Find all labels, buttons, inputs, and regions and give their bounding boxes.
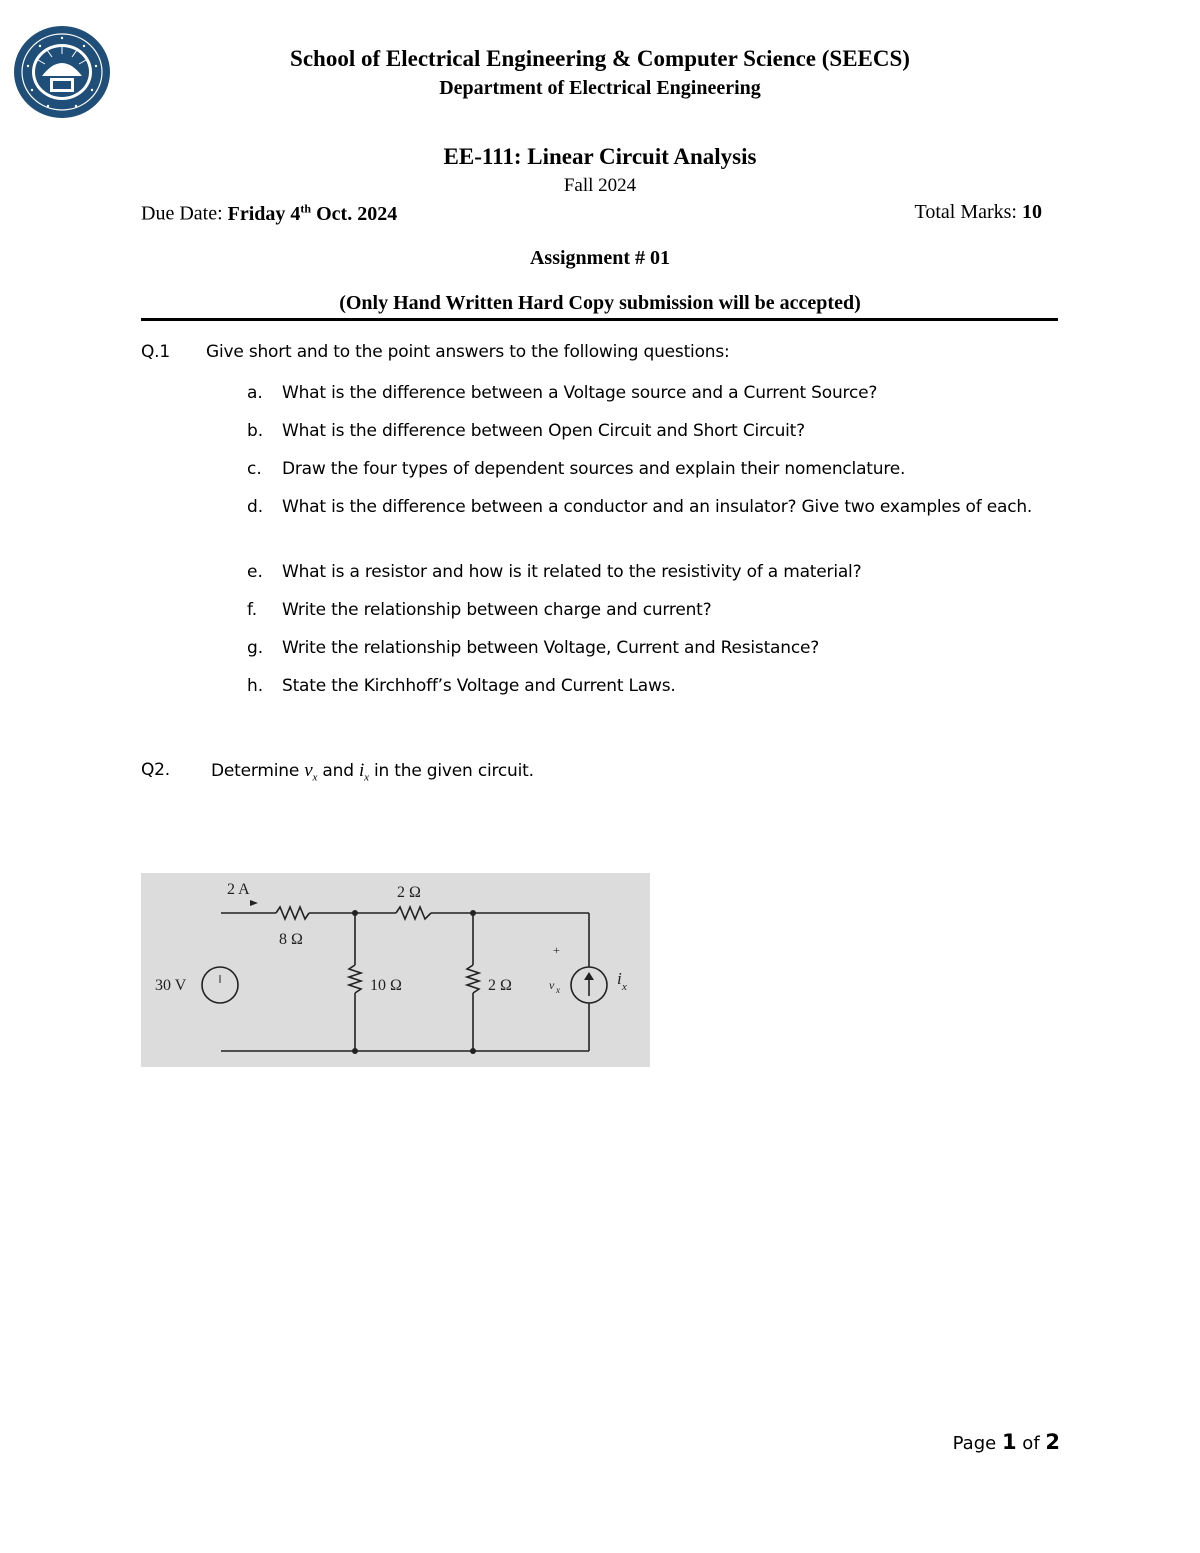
- list-item: State the Kirchhoff’s Voltage and Current Laws.: [282, 676, 676, 696]
- resistor-2-ohm-shunt: [467, 965, 479, 993]
- q2-text-mid: and: [317, 761, 360, 781]
- current-direction-arrow: [250, 900, 258, 906]
- source-label-30v: 30 V: [155, 977, 187, 994]
- question-1-prompt: Give short and to the point answers to the following questions:: [206, 342, 730, 362]
- total-marks: [915, 201, 1042, 224]
- node-dot: [470, 1048, 476, 1054]
- page-number: [953, 1430, 1060, 1454]
- circuit-diagram: [141, 873, 650, 1067]
- circuit-schematic: [141, 873, 650, 1067]
- school-name: School of Electrical Engineering & Computer Science (SEECS): [290, 46, 910, 71]
- plus-sign: +: [553, 943, 560, 957]
- item-letter: f.: [247, 600, 258, 620]
- due-date-suffix: th: [300, 201, 312, 215]
- header-divider: [141, 318, 1058, 321]
- list-item: What is the difference between a Voltage source and a Current Source?: [282, 383, 878, 403]
- list-item: What is the difference between a conductor and an insulator? Give two examples of each.: [282, 497, 1033, 517]
- node-dot: [352, 910, 358, 916]
- list-item: Write the relationship between charge and current?: [282, 600, 712, 620]
- submission-notice: (Only Hand Written Hard Copy submission will be accepted): [339, 292, 861, 314]
- item-letter: e.: [247, 562, 263, 582]
- total-marks-value: 10: [1022, 201, 1042, 223]
- vx-variable: v: [304, 760, 313, 781]
- item-letter: a.: [247, 383, 263, 403]
- of-label: of: [1016, 1433, 1046, 1454]
- question-2-number: Q2.: [141, 760, 171, 780]
- vx-label-subscript: x: [556, 985, 560, 995]
- question-2-prompt: [211, 760, 534, 783]
- vx-subscript: x: [312, 771, 318, 784]
- current-source-arrow-head: [584, 972, 594, 980]
- list-item: What is a resistor and how is it related to the resistivity of a material?: [282, 562, 862, 582]
- vx-label: v: [549, 978, 555, 992]
- department-name: Department of Electrical Engineering: [439, 77, 761, 99]
- list-item: What is the difference between Open Circuit and Short Circuit?: [282, 421, 805, 441]
- term: Fall 2024: [563, 175, 637, 196]
- due-date-day: Friday 4: [227, 202, 301, 225]
- resistor-2-ohm-series: [396, 907, 431, 919]
- ix-variable: i: [359, 760, 365, 781]
- resistor-label-2-ohm-top: 2 Ω: [397, 884, 421, 901]
- voltage-source: [202, 967, 238, 1003]
- list-item: Write the relationship between Voltage, Current and Resistance?: [282, 638, 820, 658]
- due-date-label: Due Date:: [141, 202, 228, 225]
- resistor-label-8-ohm: 8 Ω: [279, 931, 303, 948]
- due-date-month-year: Oct. 2024: [311, 202, 398, 225]
- item-letter: c.: [247, 459, 262, 479]
- assignment-number: Assignment # 01: [529, 247, 670, 269]
- item-letter: b.: [247, 421, 264, 441]
- list-item: Draw the four types of dependent sources and explain their nomenclature.: [282, 459, 906, 479]
- current-label-2a: 2 A: [227, 881, 250, 898]
- resistor-label-10-ohm: 10 Ω: [370, 977, 402, 994]
- ix-label: i: [617, 969, 622, 988]
- node-dot: [470, 910, 476, 916]
- total-marks-label: Total Marks:: [914, 201, 1022, 223]
- node-dot: [352, 1048, 358, 1054]
- total-pages: 2: [1045, 1430, 1060, 1454]
- page-label: Page: [952, 1433, 1002, 1454]
- item-letter: h.: [247, 676, 264, 696]
- q2-text-after: in the given circuit.: [368, 761, 534, 781]
- item-letter: g.: [247, 638, 264, 658]
- question-1-number: Q.1: [141, 342, 171, 362]
- resistor-label-2-ohm: 2 Ω: [488, 977, 512, 994]
- course-title: EE-111: Linear Circuit Analysis: [443, 144, 757, 169]
- resistor-8-ohm: [276, 907, 309, 919]
- item-letter: d.: [247, 497, 264, 517]
- current-page: 1: [1001, 1430, 1017, 1454]
- q2-text-before: Determine: [211, 761, 305, 781]
- ix-subscript: x: [364, 771, 369, 784]
- university-seal-logo: [12, 24, 112, 120]
- due-date: [141, 201, 397, 226]
- resistor-10-ohm: [349, 965, 361, 993]
- ix-label-subscript: x: [622, 981, 627, 993]
